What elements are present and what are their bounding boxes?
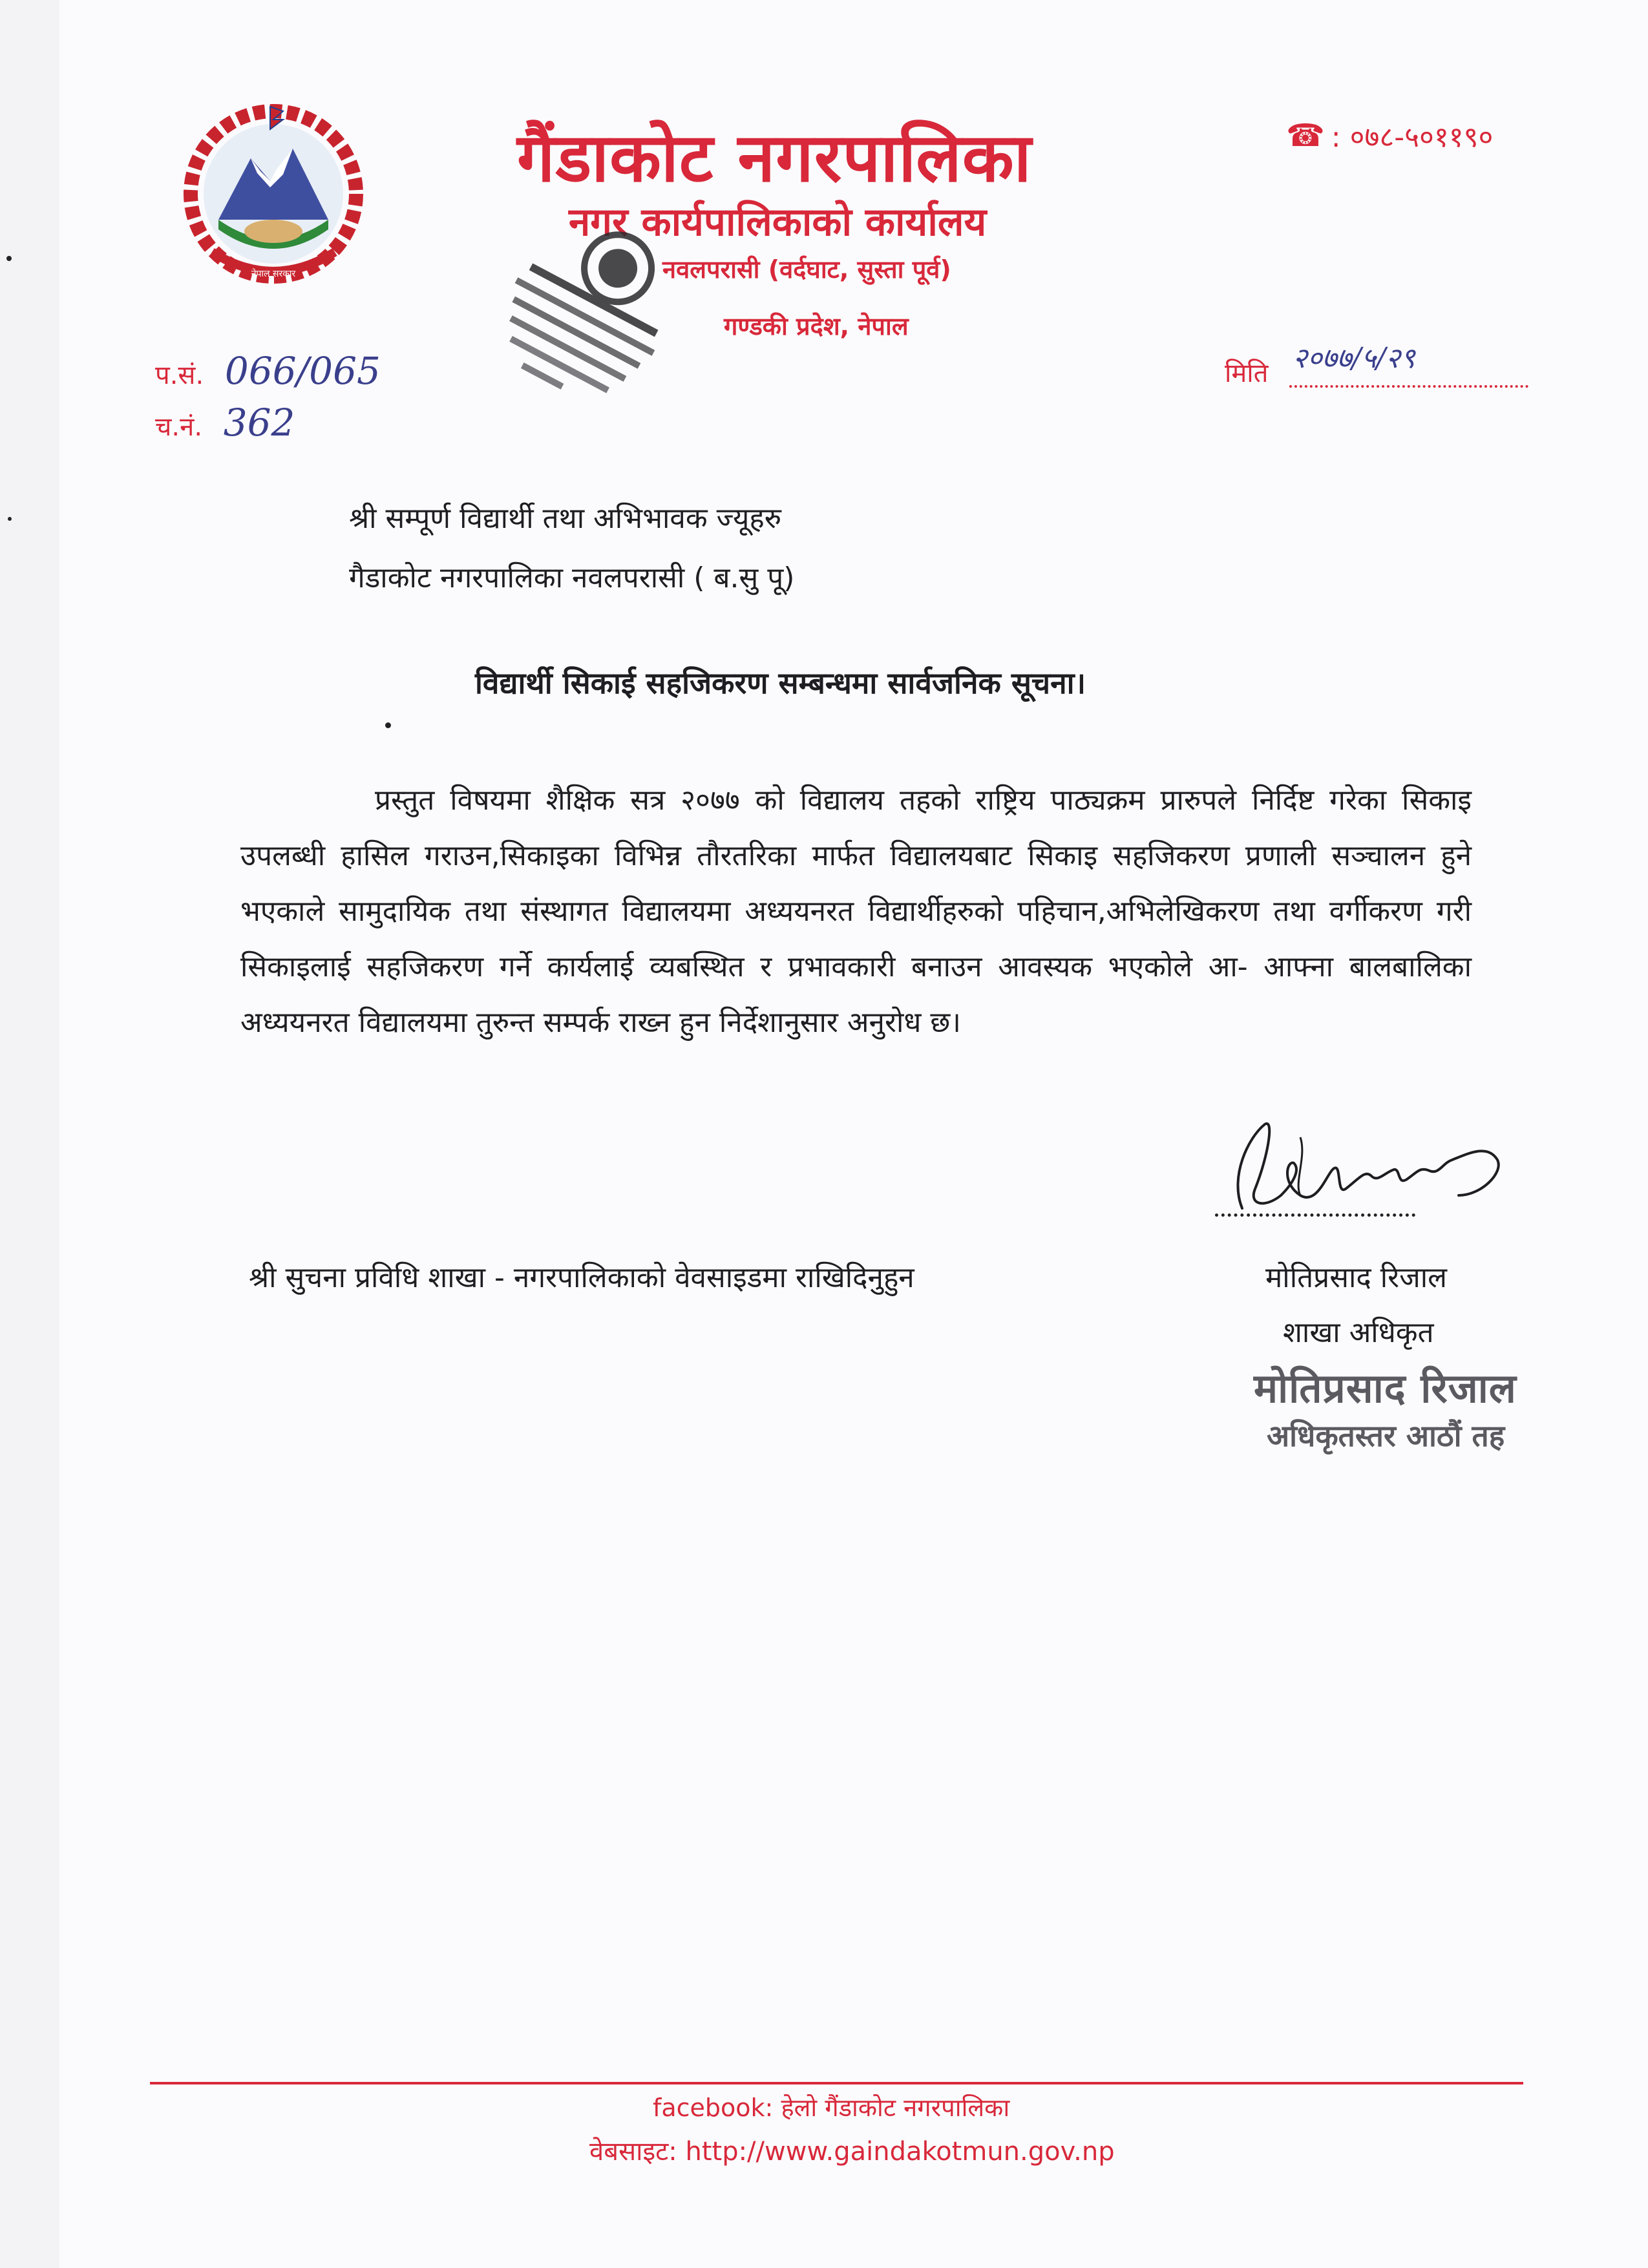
footer-divider [150, 2082, 1523, 2084]
notice-body: प्रस्तुत विषयमा शैक्षिक सत्र २०७७ को विद्यालय तहको राष्ट्रिय पाठ्यक्रम प्रारुपले निर्दिष्ट गरेका सिकाइ उपलब्धी हासिल गराउन,सिकाइका विभिन्न तौरतरिका मार्फत विद्यालयबाट सिकाइ सहजिकरण प्रणाली सञ्चालन हुने भएकाले सामुदायिक तथा संस्थागत विद्यालयमा अध्ययनरत विद्यार्थीहरुको पहिचान,अभिलेखिकरण तथा वर्गीकरण गरी सिकाइलाई सहजिकरण गर्ने कार्यलाई व्यबस्थित र प्रभावकारी बनाउन आवस्यक भएकोले आ- आफ्ना बालबालिका अध्ययनरत विद्यालयमा तुरुन्त सम्पर्क राख्न हुन निर्देशानुसार अनुरोध छ। [240, 784, 1472, 1039]
ps-label: प.सं. [155, 361, 204, 390]
signature-dotted-line [1215, 1213, 1415, 1217]
rank-stamp: अधिकृतस्तर आठौं तह [1267, 1418, 1505, 1453]
signer-title: शाखा अधिकृत [1283, 1316, 1434, 1349]
cn-value: 362 [223, 401, 295, 445]
municipality-title: गैंडाकोट नगरपालिका [517, 118, 1032, 197]
nepal-emblem-icon [173, 97, 374, 288]
handwritten-signature [1203, 1098, 1539, 1241]
name-stamp: मोतिप्रसाद रिजाल [1254, 1365, 1517, 1412]
emblem-motto: नेपाल सरकार [251, 269, 296, 279]
ps-value: 066/065 [224, 349, 381, 393]
cc-instruction: श्री सुचना प्रविधि शाखा - नगरपालिकाको वेवसाइडमा राखिदिनुहुन [249, 1261, 914, 1294]
date-dotted-line [1289, 385, 1528, 388]
office-seal-stamp [475, 197, 695, 436]
footer-facebook: facebook: हेलो गैंडाकोट नगरपालिका [653, 2094, 1010, 2122]
addressee-line-2: गैडाकोट नगरपालिका नवलपरासी ( ब.सु पू) [349, 562, 795, 594]
cn-label: च.नं. [155, 412, 203, 442]
office-title: नगर कार्यपालिकाको कार्यालय [569, 200, 987, 245]
footer-website: वेबसाइट: http://www.gaindakotmun.gov.np [589, 2137, 1115, 2167]
address-line-2: गण्डकी प्रदेश, नेपाल [724, 312, 909, 341]
phone-number [1286, 116, 1493, 155]
scan-mark [6, 256, 12, 261]
stray-dot [385, 722, 391, 728]
scan-mark [8, 517, 12, 521]
date-value: २०७७/५/२९ [1293, 342, 1415, 375]
date-label: मिति [1225, 359, 1269, 388]
notice-subject: विद्यार्थी सिकाई सहजिकरण सम्बन्धमा सार्वजनिक सूचना। [475, 666, 1086, 700]
reference-ps [155, 349, 381, 393]
telephone-icon: ☎ [1286, 118, 1325, 154]
reference-cn [155, 401, 295, 445]
phone-text: : ०७८-५०११९० [1331, 121, 1494, 154]
signer-name: मोतिप्रसाद रिजाल [1265, 1261, 1447, 1294]
address-line-1: नवलपरासी (वर्दघाट, सुस्ता पूर्व) [662, 255, 951, 284]
addressee-line-1: श्री सम्पूर्ण विद्यार्थी तथा अभिभावक ज्यूहरु [349, 502, 782, 535]
